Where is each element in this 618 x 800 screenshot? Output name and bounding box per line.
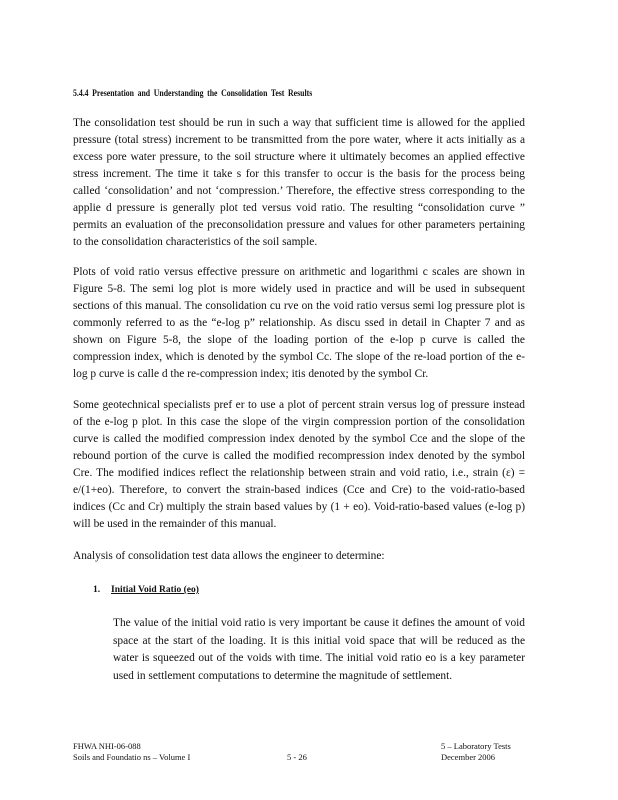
paragraph-strain-plot: Some geotechnical specialists pref er to use a plot of percent strain versus log of pressure instead of the e-log p plot. In this case the slope of the virgin compression portion of the consolidation curve is called the modified compression index denoted by the symbol Cce and the slope of the rebound portion of the curve is called the modified recompression index denoted by the symbol Cre. The modified indices reflect the relationship between strain and void ratio, i.e., strain (ε) = e/(1+eo). Therefore, to convert the strain-based indices (Cce and Cre) to the void-ratio-based indices (Cc and Cr) multiply the strain based values by (1 + eo). Void-ratio-based values (e-log p) will be used in the remainder of this manual. [73, 399, 525, 530]
list-item-text: The value of the initial void ratio is very important be cause it defines the amount of void space at the start of the loading. It is this initial void space that will be reduced as the water is squeezed out of the voids with time. The initial void ratio eo is a key parameter used in settlement computations to determine the magnitude of settlement. [113, 617, 525, 682]
list-item-number: 1. [93, 585, 101, 595]
footer-page-number: 5 - 26 [287, 752, 307, 762]
section-heading: 5.4.4 Presentation and Understanding the Consolidation Test Results [73, 89, 313, 99]
footer-manual-title: Soils and Foundatio ns – Volume I [73, 752, 191, 762]
paragraph-consolidation-curve: The consolidation test should be run in such a way that sufficient time is allowed for the applied pressure (total stress) increment to be transmitted from the pore water, where it acts initially as a excess pore water pressure, to the soil structure where it ultimately becomes an applied effective stress increment. The time it take s for this transfer to occur is the basis for the process being called ‘consolidation’ and not ‘compression.’ Therefore, the effective stress corresponding to the applie d pressure is generally plot ted versus void ratio. The resulting “consolidation curve ” permits an evaluation of the preconsolidation pressure and values for other parameters pertaining to the consolidation characteristics of the soil sample. [73, 117, 525, 248]
footer-report-number: FHWA NHI-06-088 [73, 741, 141, 751]
paragraph-e-log-p: Plots of void ratio versus effective pressure on arithmetic and logarithmi c scales are shown in Figure 5-8. The semi log plot is more widely used in practice and will be used in subsequent sections of this manual. The consolidation cu rve on the void ratio versus semi log pressure plot is commonly referred to as the “e-log p” relationship. As discu ssed in detail in Chapter 7 and as shown on Figure 5-8, the slope of the loading portion of the e-lop p curve is called the compression index, which is denoted by the symbol Cc. The slope of the re-load portion of the e-log p curve is calle d the re-compression index; itis denoted by the symbol Cr. [73, 266, 525, 380]
footer-date: December 2006 [441, 752, 496, 762]
footer-right [441, 741, 511, 763]
list-item-heading [93, 585, 199, 595]
footer-left [73, 741, 190, 763]
list-item-title: Initial Void Ratio (eo) [111, 585, 199, 595]
footer-chapter: 5 – Laboratory Tests [441, 741, 511, 751]
paragraph-analysis-intro: Analysis of consolidation test data allows the engineer to determine: [73, 550, 385, 562]
